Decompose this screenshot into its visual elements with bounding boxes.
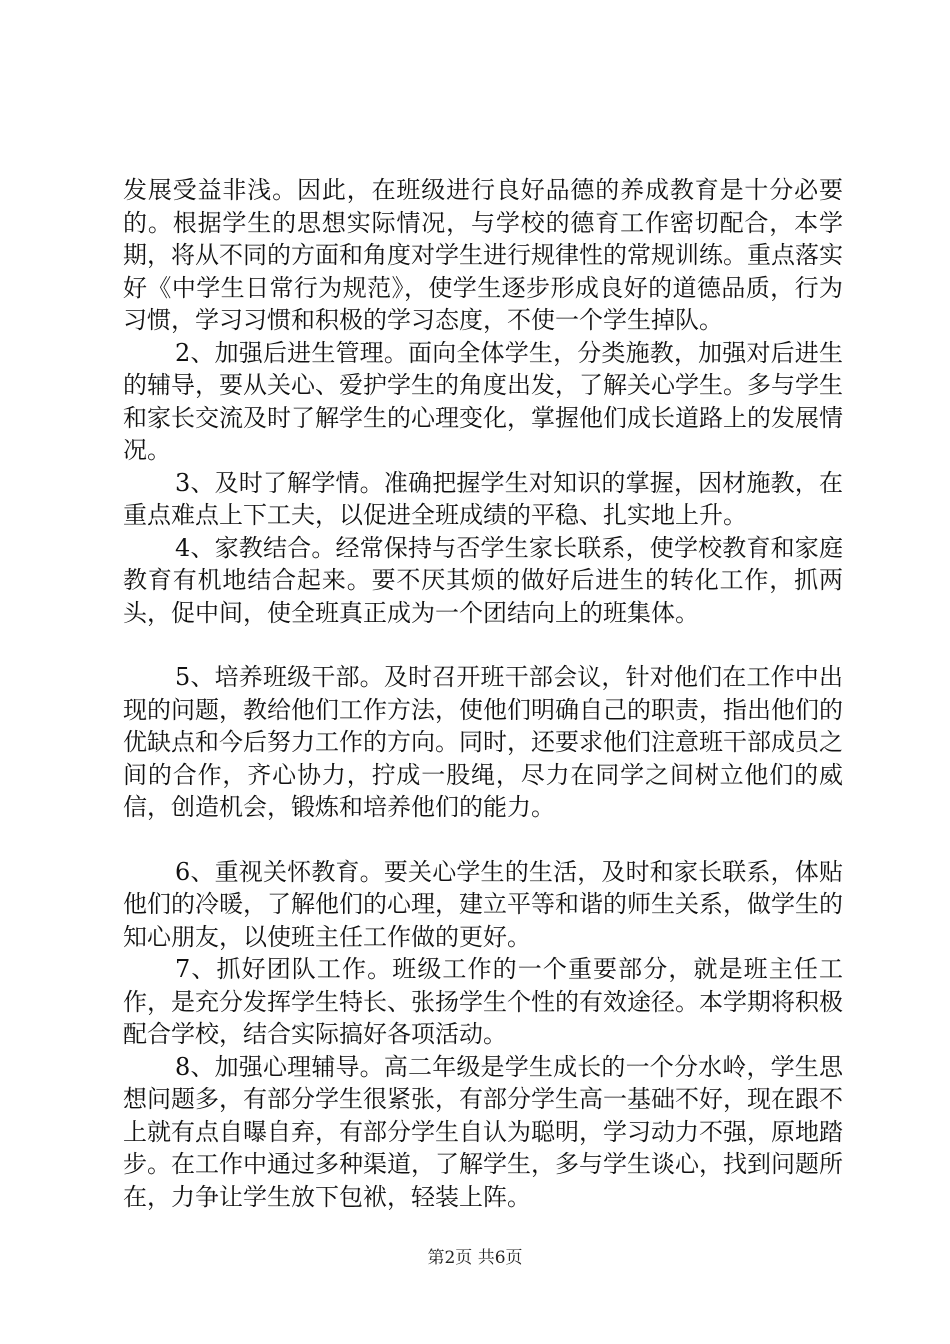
paragraph-item-4: 4、家教结合。经常保持与否学生家长联系，使学校教育和家庭教育有机地结合起来。要不厌其烦的做好后进生的转化工作，抓两头，促中间，使全班真正成为一个团结向上的班集体。 bbox=[123, 533, 843, 627]
paragraph-item-7: 7、抓好团队工作。班级工作的一个重要部分，就是班主任工作，是充分发挥学生特长、张扬学生个性的有效途径。本学期将积极配合学校，结合实际搞好各项活动。 bbox=[123, 955, 843, 1048]
page-number-footer: 第2页 共6页 bbox=[427, 1248, 523, 1268]
paragraph-item-6: 6、重视关怀教育。要关心学生的生活，及时和家长联系，体贴他们的冷暖，了解他们的心理，建立平等和谐的师生关系，做学生的知心朋友，以使班主任工作做的更好。 bbox=[123, 857, 843, 951]
paragraph-item-2: 2、加强后进生管理。面向全体学生，分类施教，加强对后进生的辅导，要从关心、爱护学生的角度出发，了解关心学生。多与学生和家长交流及时了解学生的心理变化，掌握他们成长道路上的发展情况。 bbox=[123, 338, 843, 464]
paragraph-item-5: 5、培养班级干部。及时召开班干部会议，针对他们在工作中出现的问题，教给他们工作方法，使他们明确自己的职责，指出他们的优缺点和今后努力工作的方向。同时，还要求他们注意班干部成员之间的合作，齐心协力，拧成一股绳，尽力在同学之间树立他们的威信，创造机会，锻炼和培养他们的能力。 bbox=[123, 663, 843, 821]
paragraph-item-3: 3、及时了解学情。准确把握学生对知识的掌握，因材施教，在重点难点上下工夫，以促进全班成绩的平稳、扎实地上升。 bbox=[123, 468, 843, 529]
paragraph-item-8: 8、加强心理辅导。高二年级是学生成长的一个分水岭，学生思想问题多，有部分学生很紧张，有部分学生高一基础不好，现在跟不上就有点自曝自弃，有部分学生自认为聪明，学习动力不强，原地踏步。在工作中通过多种渠道，了解学生，多与学生谈心，找到问题所在，力争让学生放下包袱，轻装上阵。 bbox=[123, 1052, 843, 1211]
paragraph-continuation: 发展受益非浅。因此，在班级进行良好品德的养成教育是十分必要的。根据学生的思想实际情况，与学校的德育工作密切配合，本学期，将从不同的方面和角度对学生进行规律性的常规训练。重点落实好《中学生日常行为规范》，使学生逐步形成良好的道德品质，行为习惯，学习习惯和积极的学习态度，不使一个学生掉队。 bbox=[123, 176, 843, 334]
document-body bbox=[123, 174, 843, 1213]
